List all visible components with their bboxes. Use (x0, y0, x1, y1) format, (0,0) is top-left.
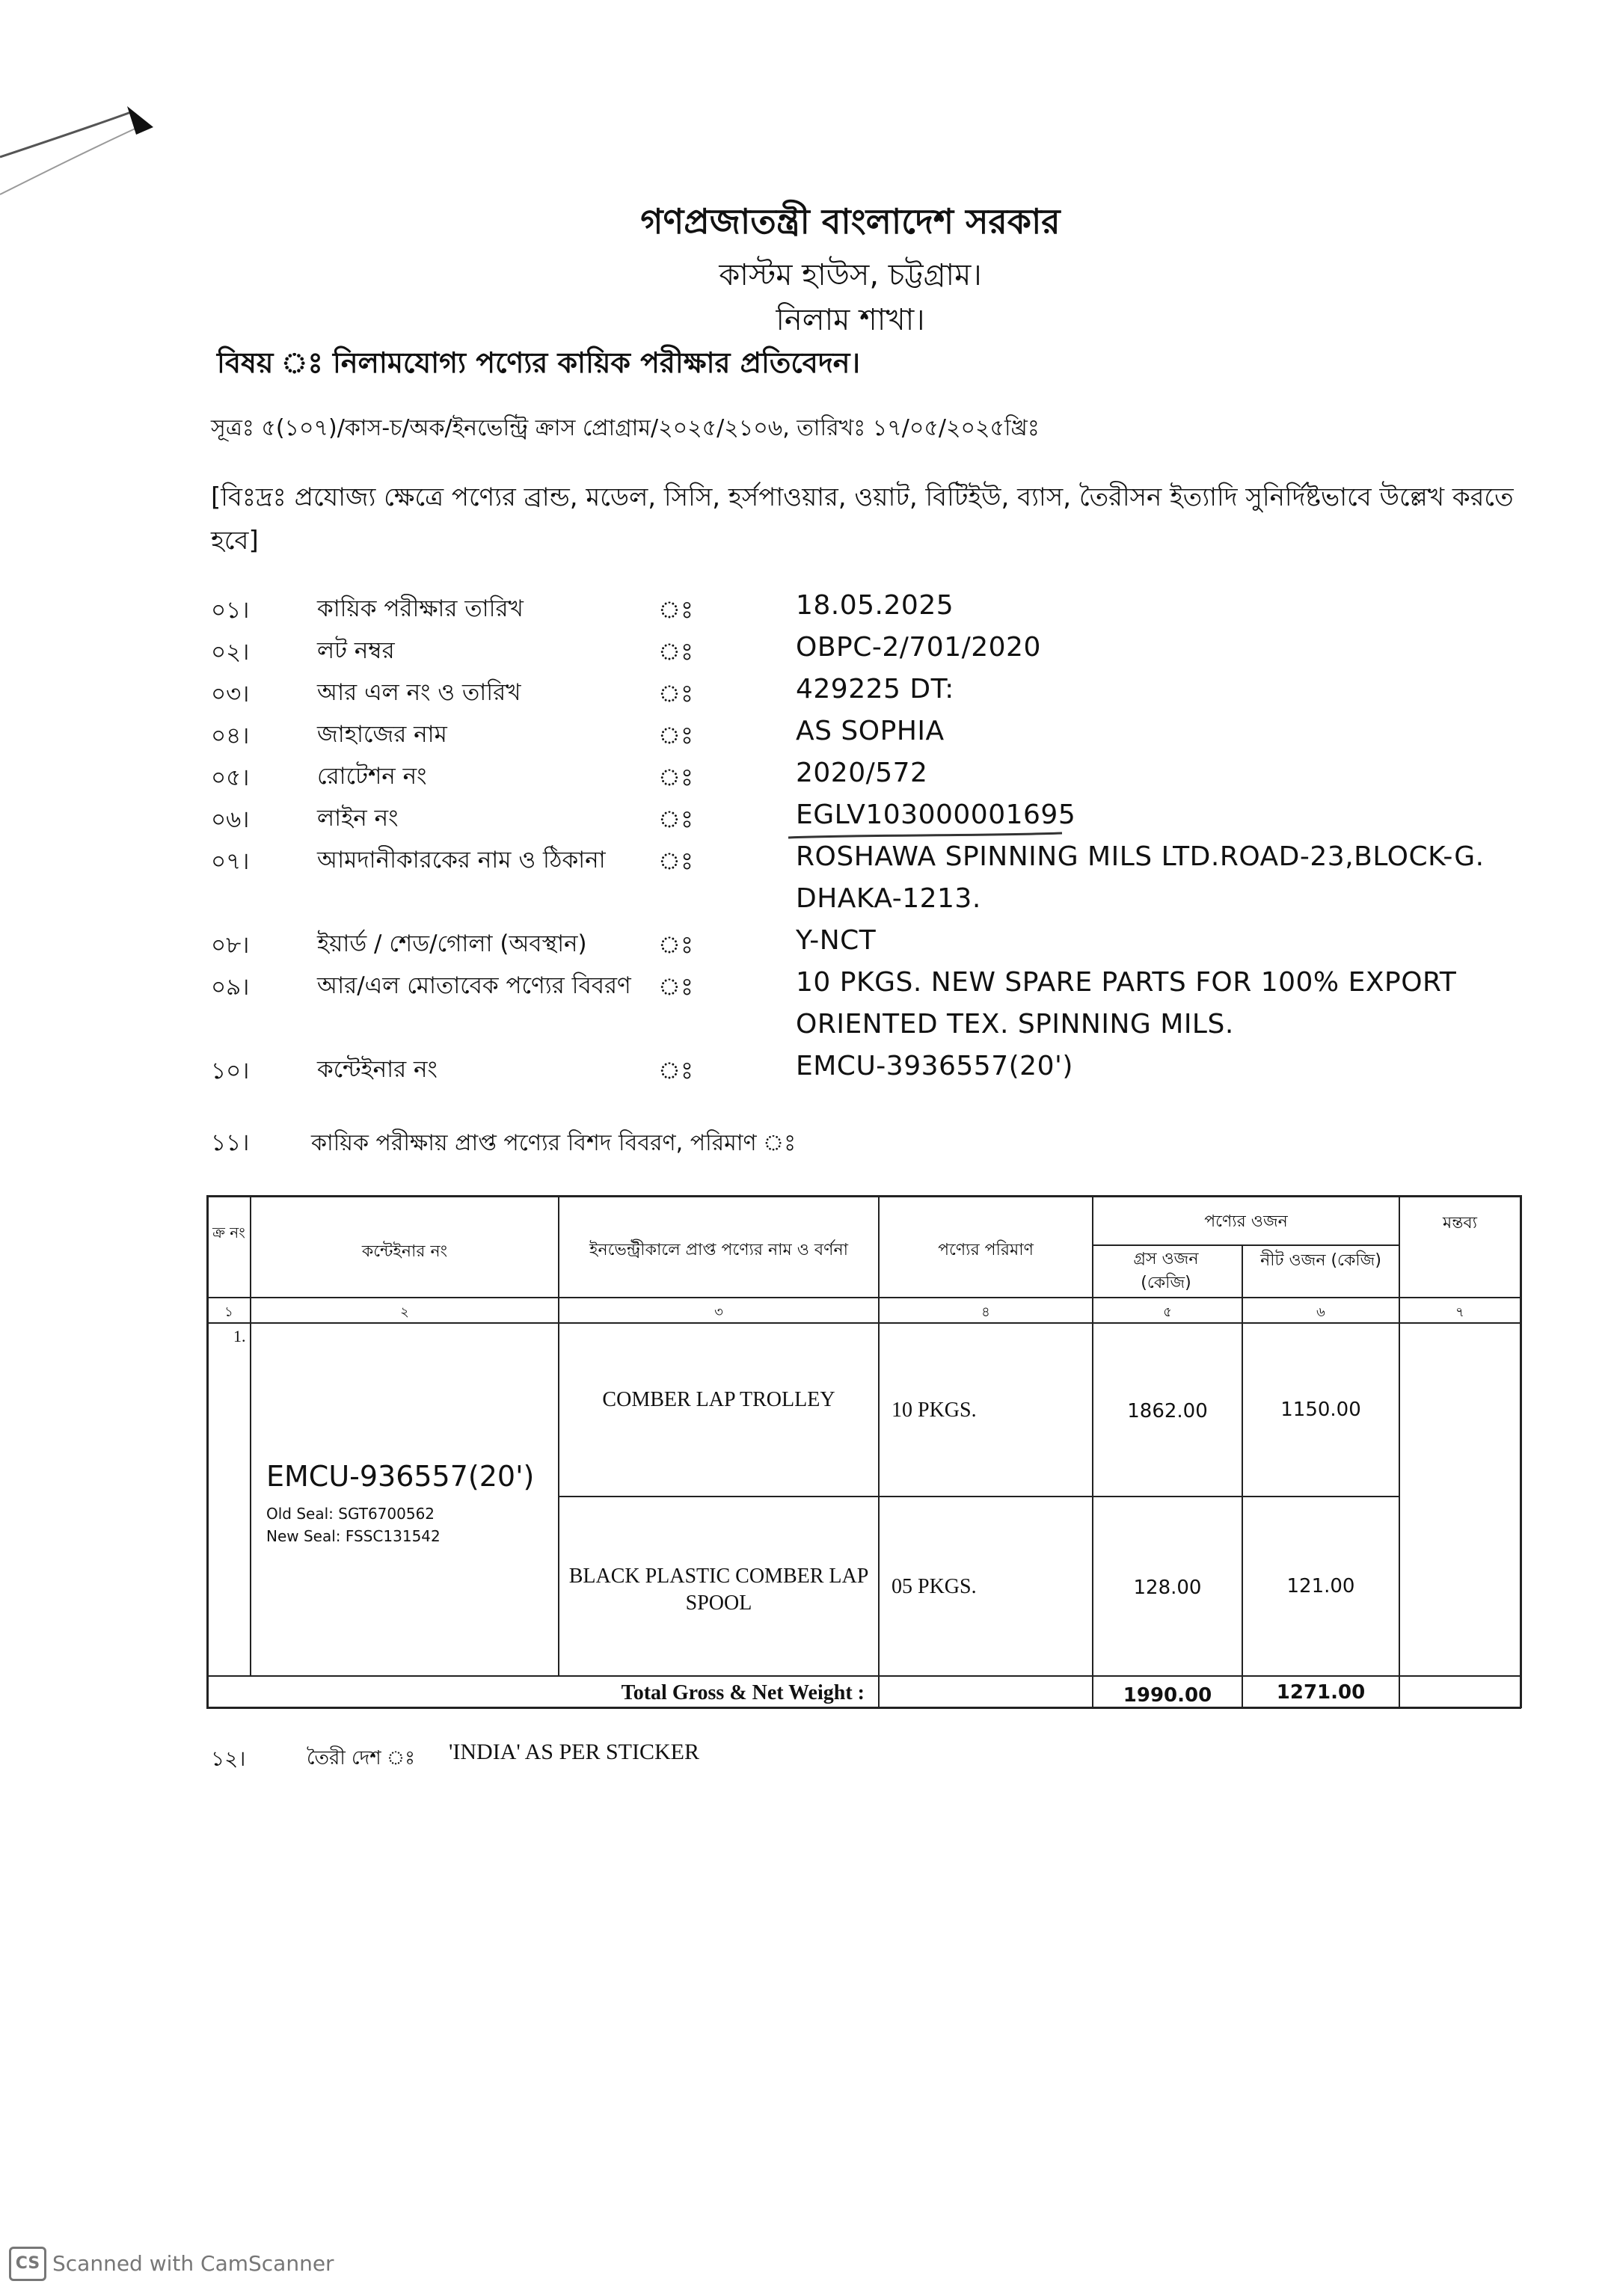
item-colon: ঃ (658, 972, 694, 1001)
old-seal: Old Seal: SGT6700562 (266, 1505, 435, 1523)
item-number: ০৯। (211, 974, 250, 1001)
column-number: ৭ (1455, 1304, 1464, 1320)
item-value: AS SOPHIA (796, 716, 945, 746)
item-label: আর/এল মোতাবেক পণ্যের বিবরণ (317, 972, 631, 999)
column-number: ৬ (1316, 1304, 1325, 1320)
header-net: নীট ওজন (কেজি) (1260, 1251, 1381, 1270)
office-name: কাস্টম হাউস, চট্টগ্রাম। (719, 258, 982, 292)
new-seal: New Seal: FSSC131542 (266, 1527, 441, 1545)
item-number: ০১। (211, 597, 250, 624)
column-number: ৪ (981, 1304, 990, 1320)
header-container: কন্টেইনার নং (361, 1242, 448, 1261)
camscanner-logo: CS (9, 2247, 46, 2281)
subject-line: বিষয় ঃ নিলামযোগ্য পণ্যের কায়িক পরীক্ষার প্রতিবেদন। (217, 346, 861, 379)
underline-mark (785, 829, 1070, 844)
branch-name: নিলাম শাখা। (776, 303, 925, 337)
item-label: লট নম্বর (317, 637, 395, 664)
row-net: 1150.00 (1280, 1399, 1361, 1421)
section12-value: 'INDIA' AS PER STICKER (449, 1740, 700, 1764)
header-serial: ক্র নং (212, 1224, 245, 1241)
total-net: 1271.00 (1276, 1681, 1366, 1704)
row-serial: 1. (233, 1327, 246, 1345)
item-label: লাইন নং (317, 805, 399, 832)
item-value: 429225 DT: (796, 674, 954, 705)
item-number: ০৮। (211, 932, 250, 959)
total-gross: 1990.00 (1123, 1684, 1212, 1707)
item-value: 2020/572 (796, 758, 928, 788)
item-colon: ঃ (658, 637, 694, 666)
section12-number: ১২। (211, 1746, 246, 1771)
item-label: কায়িক পরীক্ষার তারিখ (317, 595, 524, 622)
item-value: 18.05.2025 (796, 590, 954, 621)
header-description: ইনভেন্ট্রীকালে প্রাপ্ত পণ্যের নাম ও বর্ণনা (589, 1241, 848, 1259)
item-colon: ঃ (658, 763, 694, 791)
item-number: ০৬। (211, 806, 250, 833)
item-value: EMCU-3936557(20') (796, 1051, 1073, 1081)
item-label: আর এল নং ও তারিখ (317, 679, 521, 706)
item-colon: ঃ (658, 595, 694, 624)
item-label: কন্টেইনার নং (317, 1056, 438, 1083)
item-number: ০৫। (211, 764, 250, 791)
section12-label: তৈরী দেশ ঃ (307, 1747, 416, 1769)
row-gross: 1862.00 (1127, 1400, 1208, 1422)
item-value: Y-NCT (796, 925, 877, 956)
section11-number: ১১। (211, 1129, 250, 1156)
item-number: ০৭। (211, 848, 250, 875)
item-number: ০২। (211, 639, 250, 666)
item-colon: ঃ (658, 847, 694, 875)
row-gross: 128.00 (1133, 1577, 1202, 1599)
item-value: ROSHAWA SPINNING MILS LTD.ROAD-23,BLOCK-G. DHAKA-1213. (796, 841, 1485, 914)
header-gross: গ্রস ওজন (কেজি) (1133, 1250, 1199, 1292)
column-number: ২ (400, 1304, 409, 1320)
scanner-footer: Scanned with CamScanner (52, 2251, 334, 2276)
item-colon: ঃ (658, 1056, 694, 1084)
item-value: EGLV103000001695 (796, 799, 1076, 830)
item-label: ইয়ার্ড / শেড/গোলা (অবস্থান) (317, 930, 587, 957)
item-value: OBPC-2/701/2020 (796, 632, 1041, 663)
item-label: জাহাজের নাম (317, 721, 447, 748)
item-colon: ঃ (658, 805, 694, 833)
row-net: 121.00 (1286, 1575, 1355, 1597)
item-colon: ঃ (658, 930, 694, 959)
row-quantity: 05 PKGS. (892, 1575, 977, 1598)
reference-line: সূত্রঃ ৫(১০৭)/কাস-চ/অক/ইনভেন্ট্রি ক্রাস প্রোগ্রাম/২০২৫/২১০৬, তারিখঃ ১৭/০৫/২০২৫খ্রিঃ (211, 415, 1040, 441)
item-colon: ঃ (658, 679, 694, 707)
header-remarks: মন্তব্য (1442, 1214, 1477, 1233)
header-quantity: পণ্যের পরিমাণ (938, 1241, 1034, 1259)
column-number: ১ (224, 1304, 233, 1320)
item-label: রোটেশন নং (317, 763, 427, 790)
organization-title: গণপ্রজাতন্ত্রী বাংলাদেশ সরকার (640, 201, 1061, 242)
item-value: 10 PKGS. NEW SPARE PARTS FOR 100% EXPORT ORIENTED TEX. SPINNING MILS. (796, 967, 1457, 1040)
total-label: Total Gross & Net Weight : (621, 1681, 865, 1704)
item-number: ১০। (211, 1058, 250, 1084)
item-label: আমদানীকারকের নাম ও ঠিকানা (317, 847, 606, 874)
row-quantity: 10 PKGS. (892, 1399, 977, 1422)
section11-text: কায়িক পরীক্ষায় প্রাপ্ত পণ্যের বিশদ বিবরণ, পরিমাণ ঃ (311, 1130, 797, 1156)
header-weight: পণ্যের ওজন (1204, 1212, 1288, 1231)
item-number: ০৪। (211, 722, 250, 749)
row-description: BLACK PLASTIC COMBER LAP SPOOL (568, 1565, 869, 1615)
note-paragraph: [বিঃদ্রঃ প্রযোজ্য ক্ষেত্রে পণ্যের ব্রান্ড, মডেল, সিসি, হর্সপাওয়ার, ওয়াট, বিটিইউ, ব্যাস, তৈরীসন ইত্যাদি সুনির্দিষ্টভাবে উল্লেখ করতে হবে] (211, 482, 1514, 556)
column-number: ৩ (714, 1304, 723, 1320)
item-colon: ঃ (658, 721, 694, 749)
row-description: COMBER LAP TROLLEY (602, 1388, 835, 1411)
item-number: ০৩। (211, 681, 250, 707)
paper-clip-icon (0, 90, 179, 209)
column-number: ৫ (1163, 1304, 1172, 1320)
container-number: EMCU-936557(20') (266, 1460, 535, 1493)
